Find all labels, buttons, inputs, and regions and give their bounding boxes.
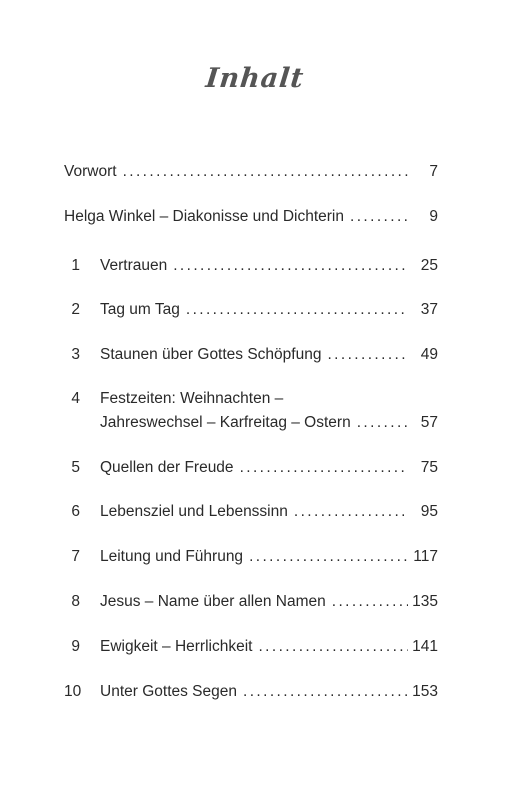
- toc-entry-page: 57: [420, 414, 438, 431]
- dot-leader: [252, 637, 408, 656]
- toc-entry-page: 49: [420, 346, 438, 363]
- toc-line: [64, 207, 438, 226]
- dot-leader: [237, 682, 408, 701]
- chapter-number: 1: [71, 257, 80, 274]
- toc-entry-page: 75: [420, 459, 438, 476]
- toc-entry-label: Quellen der Freude: [100, 459, 234, 476]
- toc-line: [100, 637, 438, 656]
- toc-entry-page: 25: [420, 257, 438, 274]
- dot-leader: [180, 300, 408, 319]
- toc-entry-page: 135: [412, 593, 438, 610]
- toc-line: [100, 413, 438, 432]
- toc-entry-page: 153: [412, 683, 438, 700]
- toc-line: [100, 502, 438, 521]
- toc-line: [100, 300, 438, 319]
- toc-entry-label: Vorwort: [64, 163, 117, 180]
- chapter-number: 10: [64, 683, 82, 700]
- toc-entry-page: 37: [420, 301, 438, 318]
- toc-entry-label: Tag um Tag: [100, 301, 180, 318]
- toc-entry-chapter-10: [64, 682, 438, 701]
- toc-entry-helga-winkel: [64, 207, 438, 226]
- toc-line: [100, 256, 438, 275]
- dot-leader: [288, 502, 408, 521]
- toc-entry-page: 9: [429, 208, 438, 225]
- toc-line: [100, 547, 438, 566]
- toc-line: [100, 458, 438, 477]
- toc-entry-chapter-4: [64, 389, 438, 433]
- toc-line: [64, 162, 438, 181]
- toc-entry-page: 117: [413, 548, 438, 565]
- toc-entry-vorwort: [64, 162, 438, 181]
- toc-entry-label: Staunen über Gottes Schöpfung: [100, 346, 322, 363]
- chapter-number: 9: [71, 638, 80, 655]
- chapter-number: 7: [71, 548, 80, 565]
- toc-entry-label: Ewigkeit – Herrlichkeit: [100, 638, 253, 655]
- chapter-number: 2: [71, 301, 80, 318]
- toc-entry-label: Vertrauen: [100, 257, 168, 274]
- toc-line: [100, 592, 438, 611]
- toc-entry-chapter-7: [64, 547, 438, 566]
- chapter-number: 6: [71, 503, 80, 520]
- toc-line: [100, 682, 438, 701]
- toc-entry-chapter-8: [64, 592, 438, 611]
- dot-leader: [351, 413, 408, 432]
- dot-leader: [243, 547, 408, 566]
- toc-entry-label: Helga Winkel – Diakonisse und Dichterin: [64, 208, 344, 225]
- dot-leader: [117, 162, 408, 181]
- dot-leader: [344, 207, 408, 226]
- toc-entry-chapter-3: [64, 345, 438, 364]
- chapter-number: 3: [71, 346, 80, 363]
- toc-entry-label: Leitung und Führung: [100, 548, 244, 565]
- dot-leader: [321, 345, 408, 364]
- toc-entry-page: 7: [429, 163, 438, 180]
- chapter-number: 5: [71, 459, 80, 476]
- toc-entry-page: 141: [412, 638, 438, 655]
- toc-entry-label: Jahreswechsel – Karfreitag – Ostern: [100, 414, 351, 431]
- dot-leader: [234, 458, 408, 477]
- toc-entry-chapter-9: [64, 637, 438, 656]
- toc-entry-label: Jesus – Name über allen Namen: [100, 593, 326, 610]
- toc-entry-chapter-5: [64, 458, 438, 477]
- toc-entry-label: Lebensziel und Lebenssinn: [100, 503, 288, 520]
- chapter-number: 8: [71, 593, 80, 610]
- toc-entry-label-line-1: Festzeiten: Weihnachten –: [100, 390, 284, 407]
- toc-line: [100, 345, 438, 364]
- toc-entry-chapter-1: [64, 256, 438, 275]
- toc-entry-chapter-2: [64, 300, 438, 319]
- toc-entry-label: Unter Gottes Segen: [100, 683, 237, 700]
- dot-leader: [167, 256, 408, 275]
- dot-leader: [326, 592, 408, 611]
- chapter-number: 4: [71, 390, 80, 407]
- toc-entry-page: 95: [420, 503, 438, 520]
- page-title: Inhalt: [204, 63, 306, 94]
- toc-entry-chapter-6: [64, 502, 438, 521]
